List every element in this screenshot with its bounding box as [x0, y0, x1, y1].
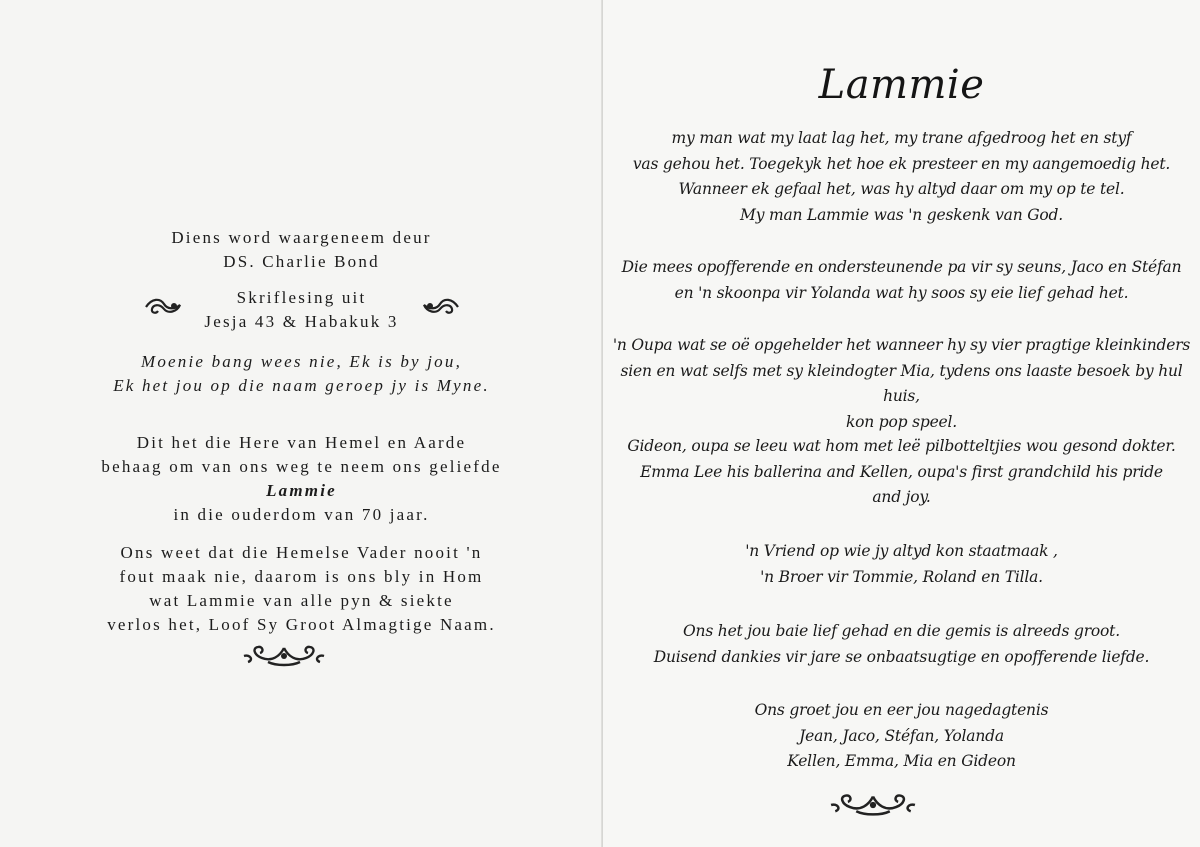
closing-line: wat Lammie van alle pyn & siekte [149, 591, 454, 610]
page-title: Lammie [818, 62, 985, 108]
announcement-block [0, 431, 603, 527]
flourish-right-icon [420, 296, 460, 318]
officiant-block [0, 226, 603, 274]
tribute-line: Emma Lee his ballerina and Kellen, oupa's first grandchild his pride [640, 462, 1163, 481]
closing-line: verlos het, Loof Sy Groot Almagtige Naam. [107, 615, 496, 634]
age-line: in die ouderdom van 70 jaar. [173, 505, 430, 524]
tribute-line: my man wat my laat lag het, my trane afgedroog het en styf [671, 129, 1132, 147]
reading-refs: Jesja 43 & Habakuk 3 [204, 312, 399, 331]
deceased-name: Lammie [266, 481, 337, 500]
tribute-line: Duisend dankies vir jare se onbaatsugtige en opofferende liefde. [653, 647, 1150, 666]
closing-line: fout maak nie, daarom is ons bly in Hom [119, 567, 484, 586]
tribute-line: 'n Oupa wat se oë opgehelder het wanneer hy sy vier pragtige kleinkinders [612, 336, 1191, 354]
closing-block [0, 541, 603, 637]
tribute-line: kon pop speel. [845, 412, 958, 431]
scroll-divider-icon [829, 792, 917, 818]
tribute-paragraph [603, 539, 1200, 590]
verse-line: Ek het jou op die naam geroep jy is Myne. [113, 376, 490, 395]
family-names: Jean, Jaco, Stéfan, Yolanda [799, 726, 1004, 745]
right-page [603, 0, 1200, 847]
farewell-line: Ons groet jou en eer jou nagedagtenis [754, 701, 1049, 719]
verse-line: Moenie bang wees nie, Ek is by jou, [140, 352, 463, 371]
announcement-line: Dit het die Here van Hemel en Aarde [136, 433, 467, 452]
tribute-line: en 'n skoonpa vir Yolanda wat hy soos sy eie lief gehad het. [674, 283, 1129, 302]
farewell-signatures [603, 698, 1200, 775]
tribute-line: Wanneer ek gefaal het, was hy altyd daar om my op te tel. [678, 180, 1125, 198]
tribute-line: Die mees opofferende en ondersteunende pa vir sy seuns, Jaco en Stéfan [621, 258, 1182, 276]
tribute-line: sien en wat selfs met sy kleindogter Mia, tydens ons laaste besoek by hul huis, [620, 361, 1183, 405]
tribute-line: Ons het jou baie lief gehad en die gemis is alreeds groot. [683, 622, 1120, 640]
family-names: Kellen, Emma, Mia en Gideon [787, 752, 1016, 770]
tribute-paragraph [603, 619, 1200, 670]
tribute-paragraph [603, 434, 1200, 511]
tribute-paragraph [603, 333, 1200, 435]
verse-block [0, 350, 603, 398]
tribute-line: Gideon, oupa se leeu wat hom met leë pilbotteltjies wou gesond dokter. [627, 437, 1176, 455]
tribute-line: 'n Vriend op wie jy altyd kon staatmaak , [745, 542, 1058, 560]
flourish-left-icon [144, 296, 184, 318]
announcement-line: behaag om van ons weg te neem ons geliefde [101, 457, 502, 476]
reading-block [0, 286, 603, 334]
closing-line: Ons weet dat die Hemelse Vader nooit 'n [120, 543, 483, 562]
scroll-divider-icon [242, 644, 326, 668]
tribute-line: and joy. [872, 488, 931, 506]
tribute-line: My man Lammie was 'n geskenk van God. [740, 205, 1063, 224]
tribute-paragraph [603, 126, 1200, 228]
officiant-name: DS. Charlie Bond [223, 252, 380, 271]
officiant-line: Diens word waargeneem deur [171, 228, 432, 247]
tribute-line: 'n Broer vir Tommie, Roland en Tilla. [760, 567, 1043, 586]
tribute-line: vas gehou het. Toegekyk het hoe ek presteer en my aangemoedig het. [632, 154, 1171, 173]
tribute-paragraph [603, 255, 1200, 306]
reading-heading: Skriflesing uit [236, 288, 367, 307]
